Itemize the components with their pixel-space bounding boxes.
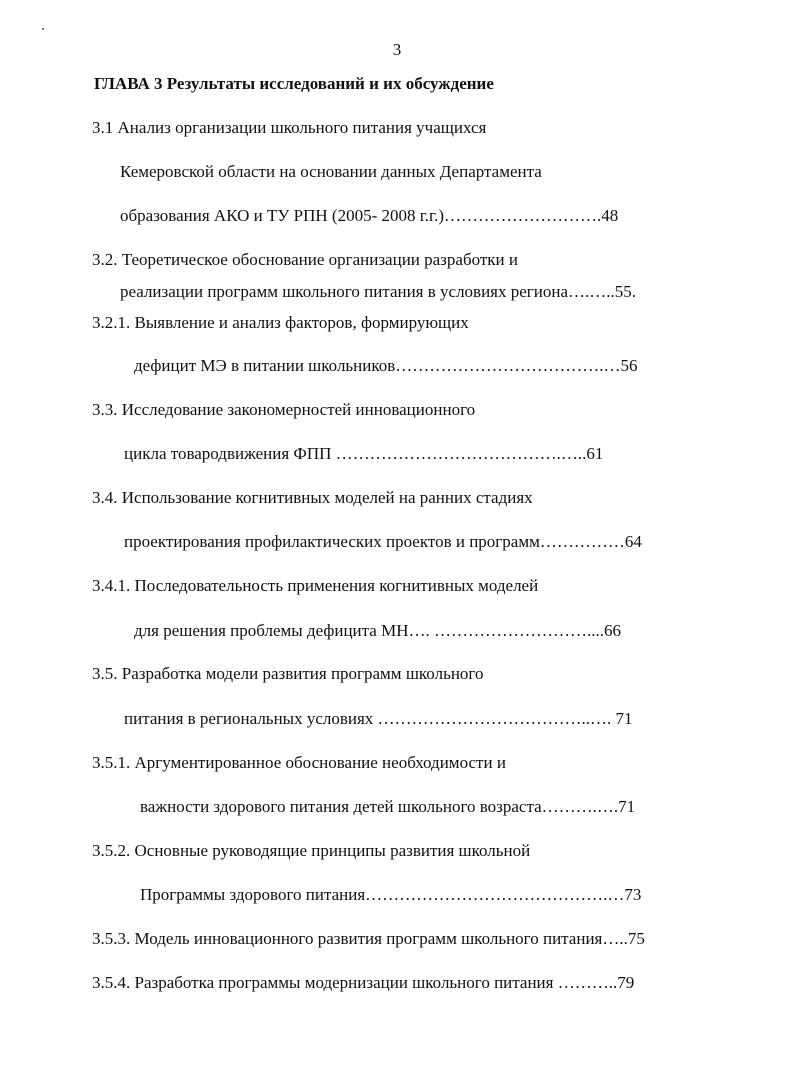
toc-line: образования АКО и ТУ РПН (2005- 2008 г.г.)……………………….48 xyxy=(120,206,619,225)
toc-line: Кемеровской области на основании данных Департамента xyxy=(120,162,542,181)
toc-line: 3.4. Использование когнитивных моделей на ранних стадиях xyxy=(92,488,533,507)
toc-line: 3.3. Исследование закономерностей инновационного xyxy=(92,400,476,419)
toc-line: для решения проблемы дефицита МН…. ………………………....66 xyxy=(134,621,621,640)
toc-line: цикла товародвижения ФПП ………………………………….…..61 xyxy=(124,444,604,463)
toc-line: 3.1 Анализ организации школьного питания учащихся xyxy=(92,118,487,137)
toc-line: 3.5.3. Модель инновационного развития программ школьного питания…..75 xyxy=(92,929,645,948)
toc-line: 3.5.2. Основные руководящие принципы развития школьной xyxy=(92,841,531,860)
page-number: 3 xyxy=(392,40,402,59)
scan-speck xyxy=(42,28,44,30)
toc-line: 3.2. Теоретическое обоснование организации разработки и xyxy=(92,250,519,269)
toc-line: Программы здорового питания…………………………………….…73 xyxy=(140,885,642,904)
toc-line: важности здорового питания детей школьного возраста……….….71 xyxy=(140,797,636,816)
toc-line: 3.5.4. Разработка программы модернизации школьного питания ………..79 xyxy=(92,973,635,992)
toc-line: дефицит МЭ в питании школьников……………………………….…56 xyxy=(134,356,638,375)
toc-line: 3.5. Разработка модели развития программ школьного xyxy=(92,664,484,683)
toc-line: реализации программ школьного питания в условиях региона….…..55. xyxy=(120,282,637,301)
chapter-heading: ГЛАВА 3 Результаты исследований и их обсуждение xyxy=(94,74,494,93)
toc-line: питания в региональных условиях ………………………………..…. 71 xyxy=(124,709,633,728)
toc-line: проектирования профилактических проектов и программ……………64 xyxy=(124,532,642,551)
toc-line: 3.4.1. Последовательность применения когнитивных моделей xyxy=(92,576,539,595)
toc-line: 3.2.1. Выявление и анализ факторов, формирующих xyxy=(92,313,469,332)
toc-line: 3.5.1. Аргументированное обоснование необходимости и xyxy=(92,753,506,772)
